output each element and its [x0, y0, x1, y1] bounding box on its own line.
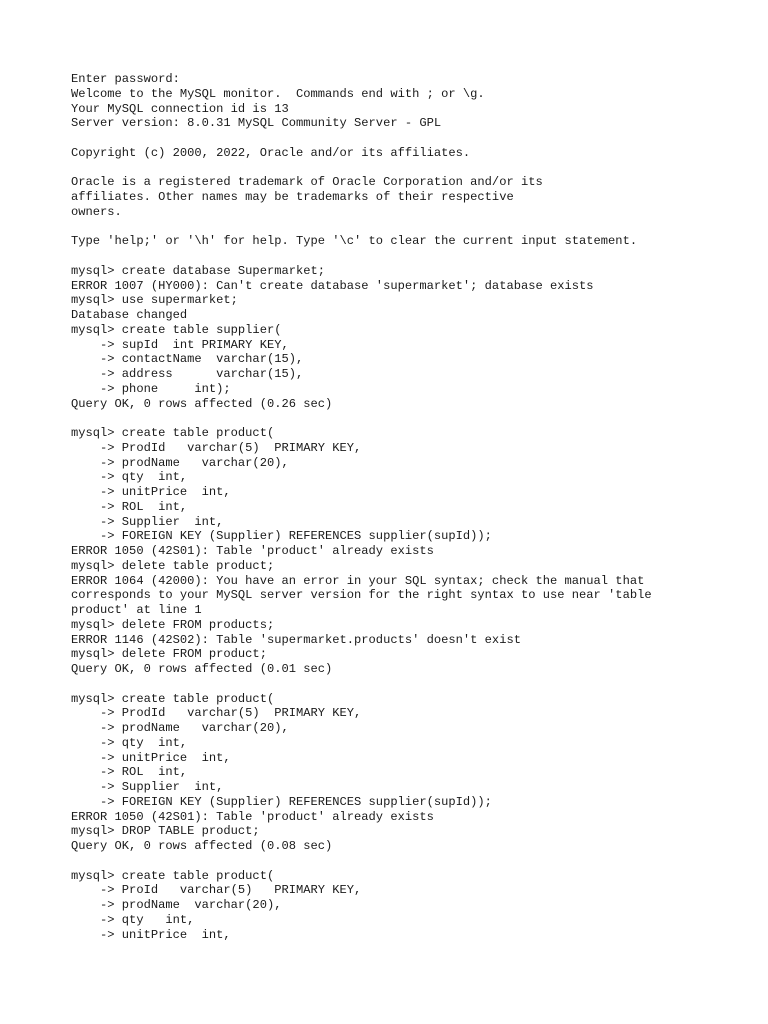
log-line: -> prodName varchar(20), [71, 721, 289, 735]
log-line: -> Supplier int, [71, 780, 224, 794]
log-line [71, 677, 731, 692]
log-line: Query OK, 0 rows affected (0.26 sec) [71, 396, 333, 411]
log-line: affiliates. Other names may be trademarks of their respective [71, 190, 514, 204]
log-line: Query OK, 0 rows affected (0.08 sec) [71, 839, 333, 853]
log-line: -> unitPrice int, [71, 927, 231, 942]
log-line: -> unitPrice int, [71, 750, 231, 765]
log-line: -> ProdId varchar(5) PRIMARY KEY, [71, 706, 362, 721]
log-line: -> ProId varchar(5) PRIMARY KEY, [71, 883, 362, 898]
log-line: ERROR 1146 (42S02): Table 'supermarket.products' doesn't exist [71, 632, 521, 647]
log-line: mysql> delete FROM products; [71, 617, 275, 632]
log-line: -> ROL int, [71, 499, 188, 514]
log-line [71, 220, 731, 235]
log-line: mysql> DROP TABLE product; [71, 824, 260, 839]
log-line: mysql> use supermarket; [71, 293, 238, 308]
log-line: ERROR 1050 (42S01): Table 'product' already exists [71, 544, 434, 558]
log-line [71, 411, 731, 426]
log-line [71, 249, 731, 264]
log-line: -> address varchar(15), [71, 367, 304, 381]
log-line: Type 'help;' or '\h' for help. Type '\c' to clear the current input statement. [71, 234, 638, 249]
log-line: owners. [71, 204, 122, 219]
log-line: mysql> create table product( [71, 426, 275, 440]
log-line: -> Supplier int, [71, 514, 224, 529]
log-line: Enter password: [71, 72, 180, 86]
log-line: Oracle is a registered trademark of Oracle Corporation and/or its [71, 175, 543, 190]
log-line [71, 854, 731, 869]
log-line: mysql> create database Supermarket; [71, 263, 326, 278]
log-line: mysql> delete FROM product; [71, 647, 267, 662]
log-line: Copyright (c) 2000, 2022, Oracle and/or its affiliates. [71, 145, 471, 160]
log-line [71, 131, 731, 146]
log-line: ERROR 1007 (HY000): Can't create database 'supermarket'; database exists [71, 278, 594, 293]
log-line: -> prodName varchar(20), [71, 898, 282, 912]
log-line: mysql> create table product( [71, 691, 275, 706]
log-line: Welcome to the MySQL monitor. Commands end with ; or \g. [71, 86, 485, 101]
log-line: -> qty int, [71, 470, 188, 485]
log-line: product' at line 1 [71, 603, 202, 617]
log-line: -> FOREIGN KEY (Supplier) REFERENCES supplier(supId)); [71, 794, 492, 809]
log-line: mysql> delete table product; [71, 558, 275, 573]
log-line: -> qty int, [71, 912, 195, 927]
log-line: -> ROL int, [71, 765, 188, 780]
log-line: mysql> create table product( [71, 868, 275, 883]
log-line: -> ProdId varchar(5) PRIMARY KEY, [71, 440, 362, 455]
log-line: Your MySQL connection id is 13 [71, 101, 289, 116]
log-line: -> unitPrice int, [71, 485, 231, 499]
terminal-log [71, 72, 731, 942]
log-line: Server version: 8.0.31 MySQL Community Server - GPL [71, 116, 442, 131]
log-line: mysql> create table supplier( [71, 322, 282, 337]
log-line: -> FOREIGN KEY (Supplier) REFERENCES supplier(supId)); [71, 529, 492, 544]
log-line: -> phone int); [71, 381, 231, 396]
log-line: ERROR 1064 (42000): You have an error in your SQL syntax; check the manual that [71, 573, 645, 588]
log-line: Query OK, 0 rows affected (0.01 sec) [71, 662, 333, 676]
log-line: Database changed [71, 308, 188, 322]
log-line: ERROR 1050 (42S01): Table 'product' already exists [71, 809, 434, 824]
log-line: -> contactName varchar(15), [71, 352, 304, 367]
log-line: -> supId int PRIMARY KEY, [71, 337, 289, 352]
log-line: -> qty int, [71, 735, 188, 750]
log-line [71, 161, 731, 176]
log-line: -> prodName varchar(20), [71, 455, 289, 470]
log-line: corresponds to your MySQL server version for the right syntax to use near 'table [71, 588, 652, 603]
